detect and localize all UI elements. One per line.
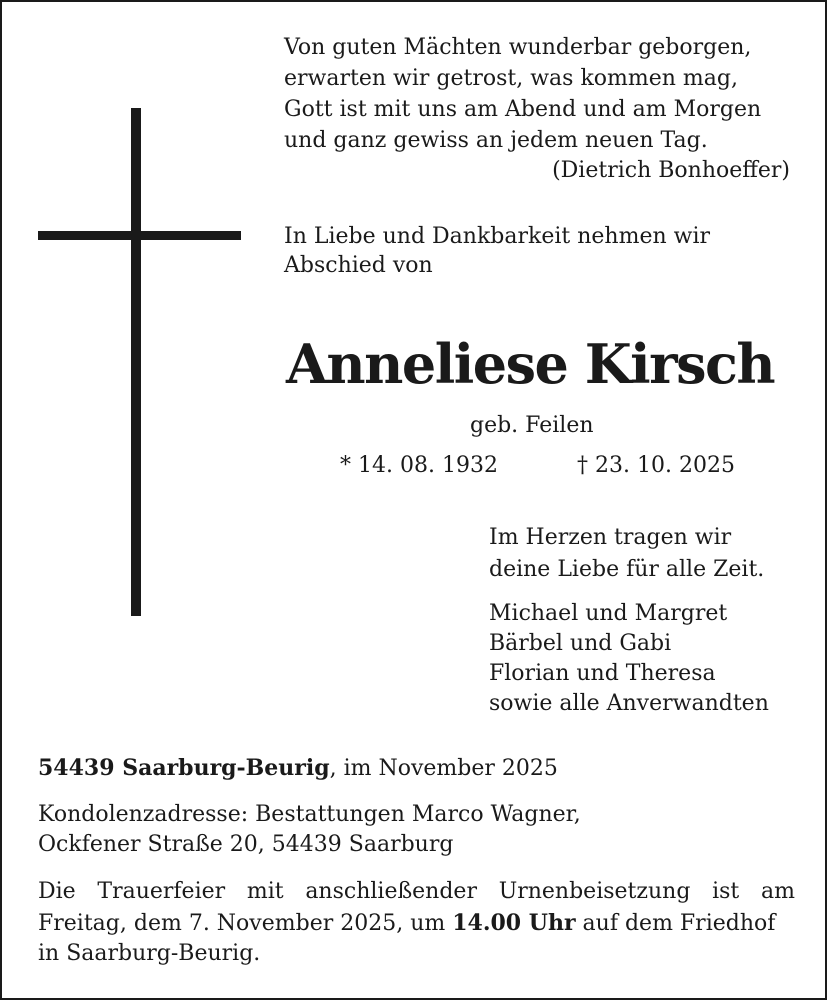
ceremony-word: anschließender xyxy=(305,879,477,904)
ceremony-info xyxy=(38,879,798,972)
heart-text xyxy=(489,525,764,589)
mourner: sowie alle Anverwandten xyxy=(489,691,769,716)
ceremony-date: Freitag, dem 7. November 2025, um xyxy=(38,911,453,936)
poem-author: (Dietrich Bonhoeffer) xyxy=(552,158,790,183)
ceremony-time: 14.00 Uhr xyxy=(452,910,576,936)
mourner: Florian und Theresa xyxy=(489,661,716,686)
cross-horizontal-bar xyxy=(38,231,241,240)
place-date xyxy=(38,755,558,782)
intro-text xyxy=(284,224,710,282)
mourner: Michael und Margret xyxy=(489,601,728,626)
intro-line: In Liebe und Dankbarkeit nehmen wir xyxy=(284,224,711,249)
poem-line: Gott ist mit uns am Abend und am Morgen xyxy=(284,97,762,122)
poem xyxy=(284,35,761,159)
maiden-name: geb. Feilen xyxy=(470,413,594,438)
intro-line: Abschied von xyxy=(284,253,433,278)
ceremony-word: am xyxy=(760,879,795,904)
ceremony-word: Urnenbeisetzung xyxy=(498,879,691,904)
ceremony-venue: auf dem Friedhof xyxy=(575,911,776,936)
heart-line: Im Herzen tragen wir xyxy=(489,525,732,550)
death-date: † 23. 10. 2025 xyxy=(577,453,735,478)
poem-line: erwarten wir getrost, was kommen mag, xyxy=(284,66,738,91)
ceremony-line-3: in Saarburg-Beurig. xyxy=(38,941,261,966)
poem-line: Von guten Mächten wunderbar geborgen, xyxy=(284,35,752,60)
ceremony-line-2 xyxy=(38,910,798,941)
deceased-name: Anneliese Kirsch xyxy=(286,332,775,396)
heart-line: deine Liebe für alle Zeit. xyxy=(489,557,765,582)
poem-line: und ganz gewiss an jedem neuen Tag. xyxy=(284,128,708,153)
condolence-line: Kondolenzadresse: Bestattungen Marco Wagner, xyxy=(38,802,581,827)
birth-date: * 14. 08. 1932 xyxy=(340,453,498,478)
place-month: , im November 2025 xyxy=(329,756,558,781)
ceremony-word: Die xyxy=(38,879,76,904)
place-location: 54439 Saarburg-Beurig xyxy=(38,755,330,781)
ceremony-word: mit xyxy=(246,879,284,904)
condolence-line: Ockfener Straße 20, 54439 Saarburg xyxy=(38,832,454,857)
ceremony-line-1 xyxy=(38,879,795,910)
mourner: Bärbel und Gabi xyxy=(489,631,672,656)
ceremony-word: Trauerfeier xyxy=(97,879,226,904)
cross-vertical-bar xyxy=(131,108,141,616)
mourners-list xyxy=(489,601,769,721)
condolence-address xyxy=(38,802,581,862)
ceremony-word: ist xyxy=(712,879,740,904)
